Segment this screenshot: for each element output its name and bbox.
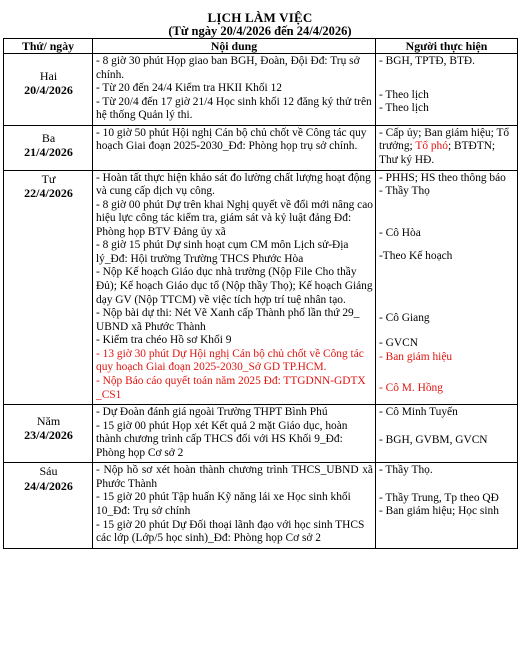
person-entry: - Thầy Thọ. [379, 464, 433, 477]
person-entry [379, 127, 515, 168]
schedule-item: - Nộp Kế hoạch Giáo dục nhà trường (Nộp File Cho thầy Đủ); Kế hoạch Giáo dục tổ (Nộp thầy Thọ); Kế hoạch Giảng dạy GV (Nộp TTCM) về việc tích hợp trí tuệ nhân tạo. [96, 266, 373, 306]
person-text: ; BTĐTN; Thư ký HĐ. [379, 140, 496, 166]
schedule-item: - 8 giờ 00 phút Dự trên khai Nghị quyết về đổi mới nâng cao hiệu lực công tác kiểm tra, giám sát và kỷ luật đảng Đđ: Phòng họp BTV Đảng ủy xã [96, 198, 373, 238]
person-entry: - GVCN [379, 337, 418, 350]
day-name: Năm [36, 414, 61, 429]
content-cell [93, 170, 376, 405]
day-date: 20/4/2026 [24, 83, 73, 98]
table-row-monday [4, 54, 518, 126]
person-cell [376, 405, 518, 463]
schedule-item: - Nộp bài dự thi: Nét Vẽ Xanh cấp Thành phố lần thứ 29_ UBND xã Phước Thành [96, 307, 360, 333]
page-subtitle: (Từ ngày 20/4/2026 đến 24/4/2026) [168, 24, 352, 38]
person-cell [376, 463, 518, 548]
day-date: 21/4/2026 [24, 145, 73, 160]
schedule-item: - 15 giờ 20 phút Tập huấn Kỹ năng lái xe Học sinh khối 10_Đđ: Trụ sở chính [96, 491, 351, 518]
day-cell [4, 125, 93, 170]
person-entry: - Thầy Trung, Tp theo QĐ [379, 491, 499, 504]
schedule-table [3, 38, 518, 549]
content-cell [93, 125, 376, 170]
person-text-highlight: Tổ phó [415, 140, 448, 153]
table-row-tuesday [4, 125, 518, 170]
table-row-friday [4, 463, 518, 548]
schedule-item: - Hoàn tất thực hiện khảo sát đo lường chất lượng hoạt động và cung cấp dịch vụ công. [96, 171, 371, 198]
schedule-item: - 8 giờ 15 phút Dự sinh hoạt cụm CM môn Lịch sử-Địa lý_Đđ: Hội trường Trường THCS Phước Hòa [96, 239, 349, 265]
schedule-item: - 8 giờ 30 phút Họp giao ban BGH, Đoàn, Đội Đđ: Trụ sở chính. [96, 55, 360, 81]
day-cell [4, 170, 93, 405]
day-cell [4, 463, 93, 548]
day-name: Ba [41, 130, 56, 145]
content-cell [93, 54, 376, 126]
person-cell [376, 170, 518, 405]
header-content: Nội dung [93, 39, 376, 54]
person-entry: - Cô Minh Tuyến [379, 406, 458, 419]
day-date: 22/4/2026 [24, 185, 73, 200]
person-cell [376, 125, 518, 170]
table-row-thursday [4, 405, 518, 463]
header-person: Người thực hiện [376, 39, 518, 54]
page-title: LỊCH LÀM VIỆC [207, 10, 313, 25]
schedule-item-highlight: - Nộp Báo cáo quyết toán năm 2025 Đđ: TTGDNN-GDTX _CS1 [96, 374, 366, 401]
person-text: - Cấp ủy; Ban giám hiệu; Tổ trưởng; [379, 126, 510, 153]
table-header-row [4, 39, 518, 54]
person-entry: - Ban giám hiệu; Học sinh [379, 505, 499, 518]
person-entry: - Theo lịch [379, 88, 429, 101]
day-cell [4, 54, 93, 126]
person-entry-highlight: - Ban giám hiệu [379, 350, 453, 363]
day-date: 24/4/2026 [24, 478, 73, 493]
day-cell [4, 405, 93, 463]
day-name: Sáu [39, 464, 58, 479]
schedule-item: - Kiểm tra chéo Hồ sơ Khối 9 [96, 334, 232, 347]
schedule-item: - 10 giờ 50 phút Hội nghị Cán bộ chủ chốt về Công tác quy hoạch Giai đoạn 2025-2030_Đđ: Phòng họp trụ sở chính. [96, 126, 367, 153]
content-cell [93, 405, 376, 463]
table-row-wednesday [4, 170, 518, 405]
person-entry: - Cô Giang [379, 311, 430, 324]
day-name: Hai [39, 69, 58, 84]
schedule-item: - Từ 20/4 đến 17 giờ 21/4 Học sinh khối 12 đăng ký thử trên hệ thống Quản lý thi. [96, 95, 372, 122]
person-entry: - Cô Hòa [379, 226, 421, 239]
person-entry: - PHHS; HS theo thông báo [379, 171, 506, 184]
day-name: Tư [41, 171, 56, 186]
header-day: Thứ/ ngày [4, 39, 93, 54]
person-entry: - BGH, TPTĐ, BTĐ. [379, 55, 475, 68]
schedule-item: - Từ 20 đến 24/4 Kiểm tra HKII Khối 12 [96, 82, 282, 95]
person-entry: - Theo lịch [379, 102, 429, 115]
schedule-item: - 15 giờ 00 phút Họp xét Kết quả 2 mặt Giáo dục, hoàn thành chương trình cấp THCS đối với HS Khối 9_Đđ: Phòng họp Cơ sở 2 [96, 419, 348, 459]
day-date: 23/4/2026 [24, 428, 73, 443]
person-entry: - Thầy Thọ [379, 185, 430, 198]
content-cell [93, 463, 376, 548]
schedule-item: - Dự Đoàn đánh giá ngoài Trường THPT Bình Phú [96, 406, 328, 419]
schedule-item: - Nộp hồ sơ xét hoàn thành chương trình THCS_UBND xã Phước Thành [96, 464, 373, 490]
person-entry: -Theo Kế hoạch [379, 250, 453, 263]
schedule-item-highlight: - 13 giờ 30 phút Dự Hội nghị Cán bộ chủ chốt về Công tác quy hoạch Giai đoạn 2025-2030_Sở GD TP.HCM. [96, 347, 364, 374]
person-entry-highlight: - Cô M. Hồng [379, 382, 443, 395]
person-cell [376, 54, 518, 126]
person-entry: - BGH, GVBM, GVCN [379, 433, 488, 446]
schedule-item: - 15 giờ 20 phút Dự Đối thoại lãnh đạo với học sinh THCS các lớp (Lớp/5 học sinh)_Đđ: Phòng họp Cơ sở 2 [96, 518, 365, 545]
